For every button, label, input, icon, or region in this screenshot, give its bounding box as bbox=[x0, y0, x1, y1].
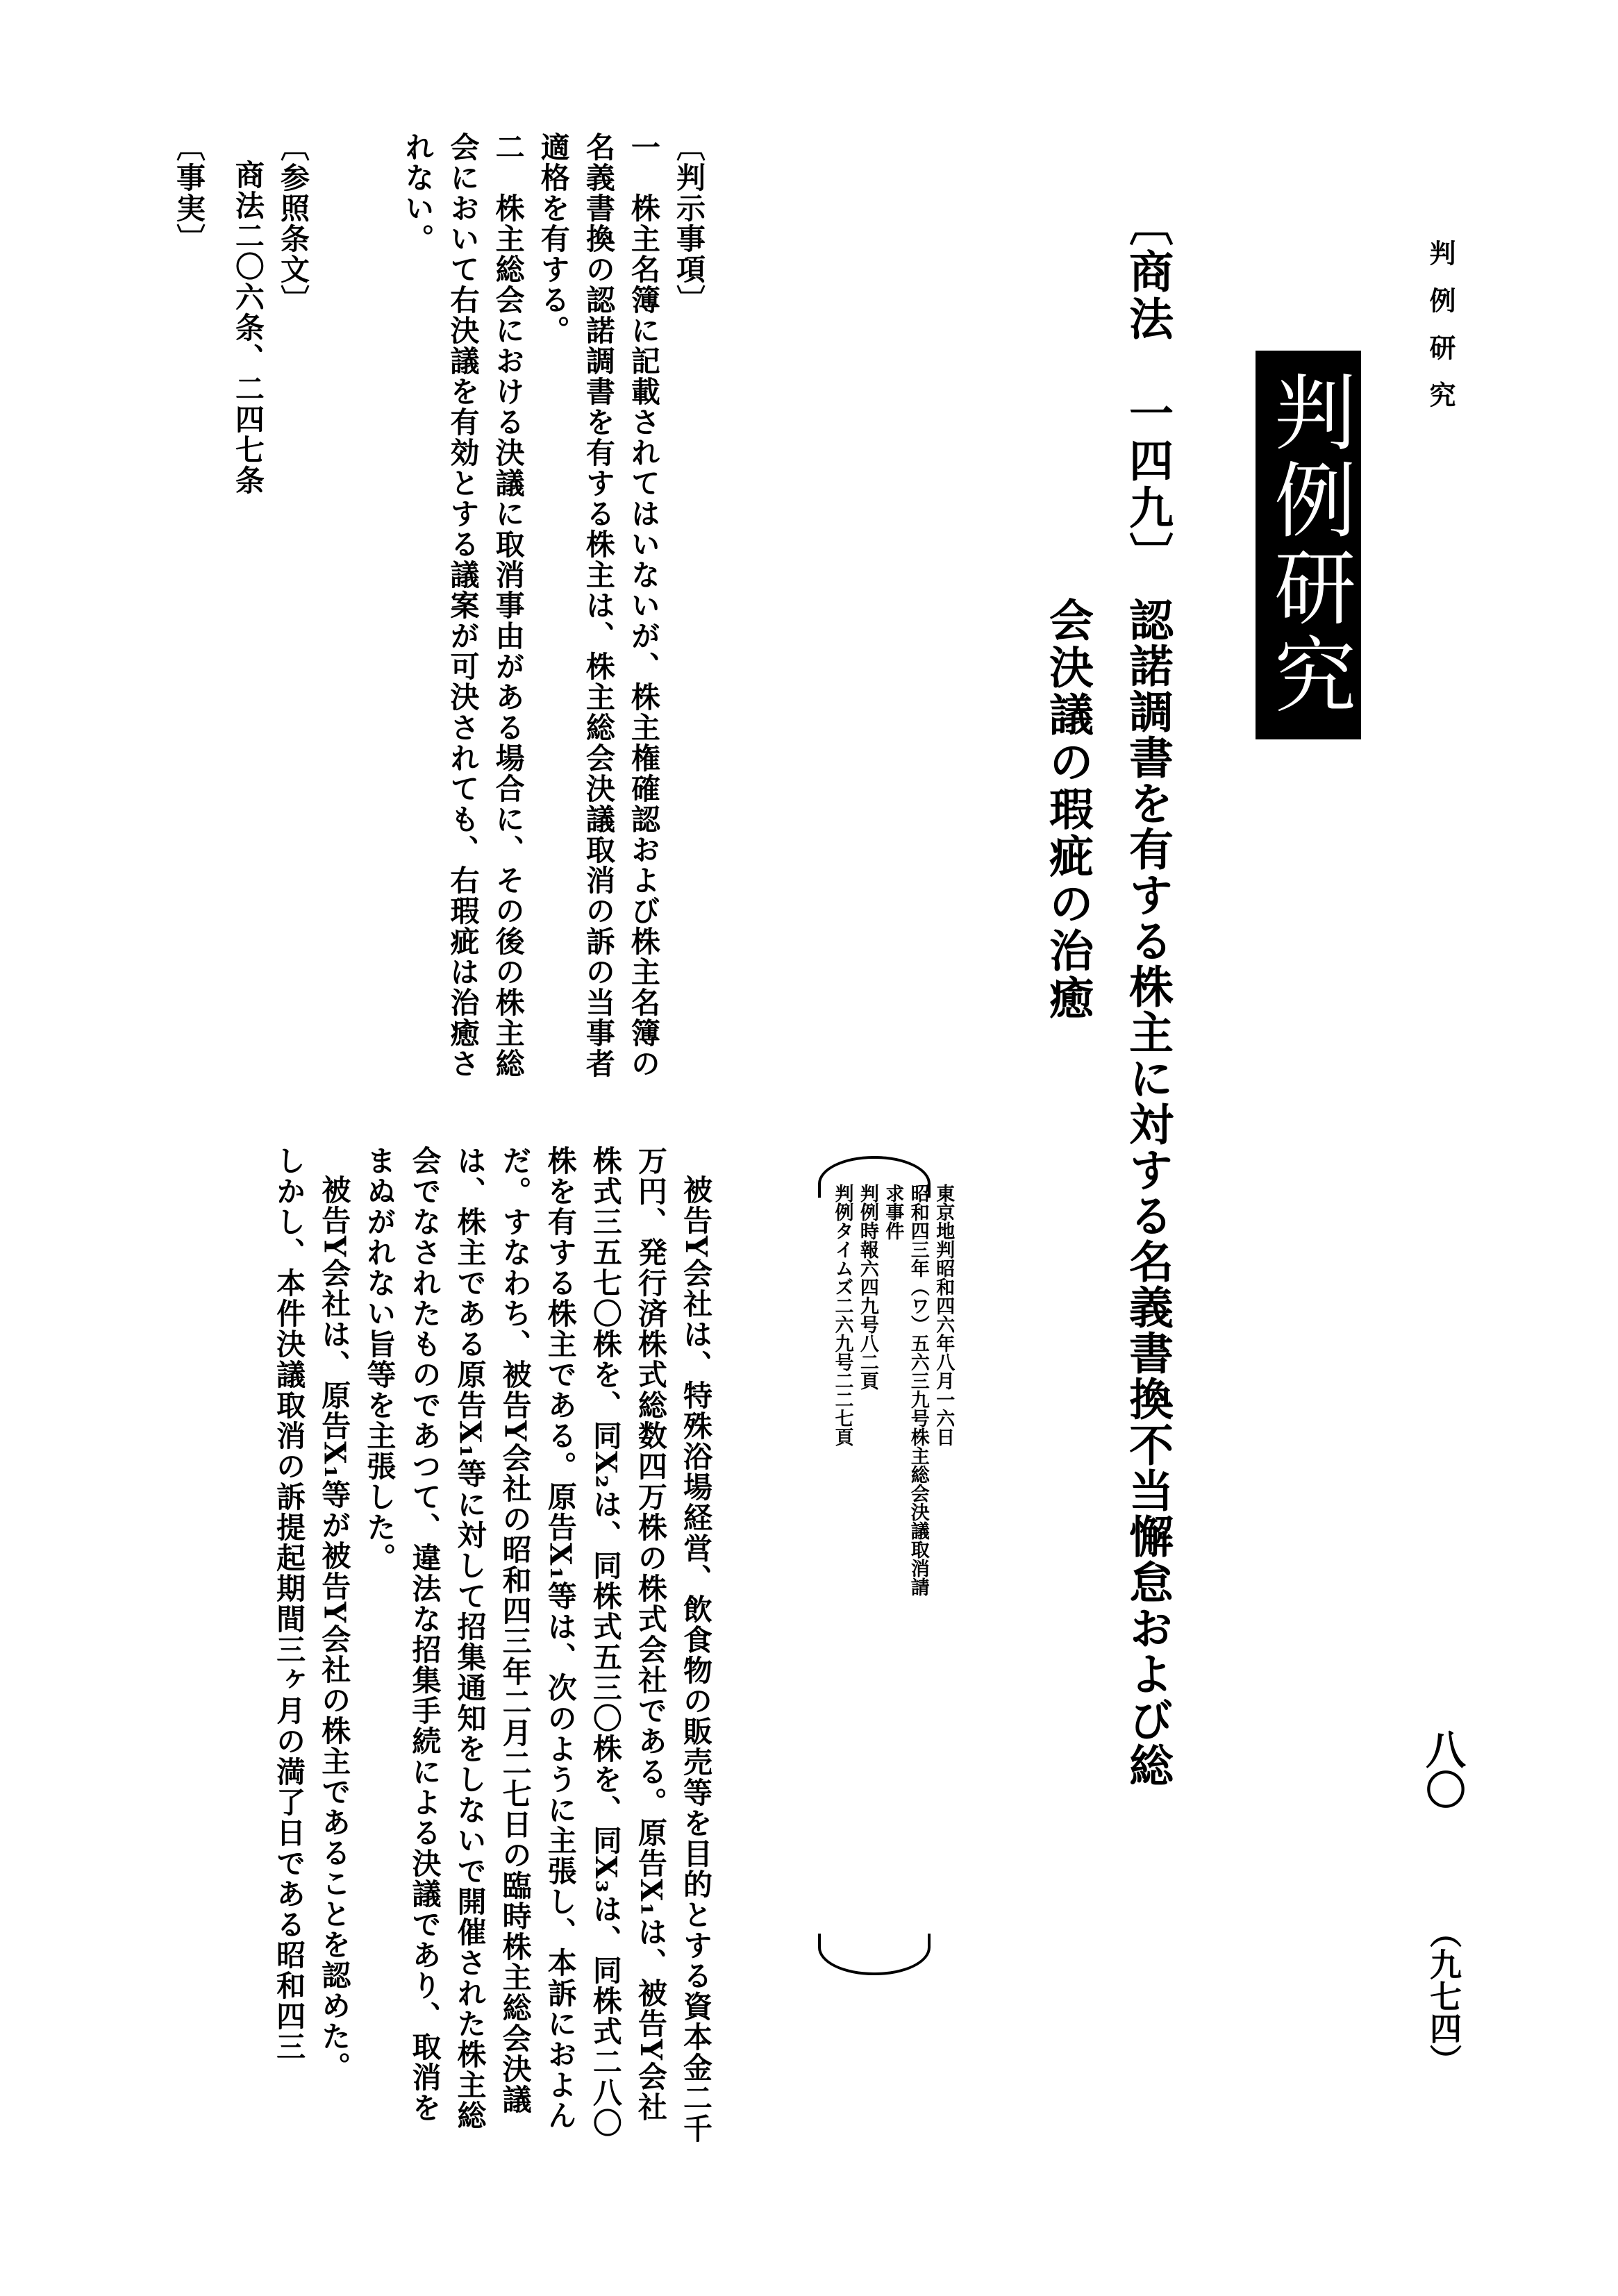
holding-item: 一 株主名簿に記載されてはいないが、株主権確認および株主名簿の名義書換の認諾調書を有する株主は、株主総会決議取消の訴の当事者適格を有する。 bbox=[536, 132, 661, 1079]
citation-line: 昭和四三年（ワ）五六三九号株主総会決議取消請 bbox=[907, 1184, 929, 1596]
citation-line: 東京地判昭和四六年八月一六日 bbox=[933, 1184, 955, 1446]
facts-paragraph: 被告Y会社は、原告X₁等が被告Y会社の株主であることを認めた。 bbox=[317, 1175, 352, 2082]
holding-heading: 〔判示事項〕 bbox=[672, 132, 706, 315]
section-banner bbox=[1256, 351, 1361, 739]
references-section bbox=[219, 132, 316, 1097]
facts-paragraph: 被告Y会社は、特殊浴場経営、飲食物の販売等を目的とする資本金二千万円、発行済株式総数四万株の株式会社である。原告X₁は、被告Y会社株式三五七〇株を、同X₂は、同株式五三〇株を、同X₃は、同株式二八〇株を有する株主である。原告X₁等は、次のように主張し、本訴におよんだ。すなわち、被告Y会社の昭和四三年二月二七日の臨時株主総会決議は、株主である原告X₁等に対して招集通知をしないで開催された株主総会でなされたものであつて、違法な招集手続による決議であり、取消をまぬがれない旨等を主張した。 bbox=[362, 1146, 713, 2144]
citation-line: 判例タイムズ二六九号二二七頁 bbox=[831, 1184, 853, 1446]
citation-text bbox=[829, 1184, 956, 1596]
facts-paragraph: しかし、本件決議取消の訴提起期間三ヶ月の満了日である昭和四三 bbox=[272, 1146, 307, 2062]
references-heading: 〔参照条文〕 bbox=[276, 132, 310, 315]
case-title-line2: 会決議の瑕疵の治癒 bbox=[1042, 597, 1093, 1022]
page-number: 八〇 bbox=[1419, 1729, 1466, 1809]
running-header: 判例研究 bbox=[1425, 240, 1456, 428]
citation-line: 求事件 bbox=[882, 1184, 904, 1240]
facts-body bbox=[156, 1146, 719, 2145]
page-number-sub: （九七四） bbox=[1425, 1916, 1462, 2076]
facts-heading: 〔事実〕 bbox=[172, 132, 206, 254]
facts-heading-column bbox=[156, 132, 212, 1097]
citation-bracket-bottom bbox=[818, 1934, 931, 1975]
holding-section bbox=[316, 132, 712, 1097]
banner-label: 判例研究 bbox=[1260, 370, 1356, 720]
case-title-line1: 認諾調書を有する株主に対する名義書換不当懈怠および総 bbox=[1121, 597, 1173, 1788]
case-label: 〔商法 一四九〕 bbox=[1121, 201, 1173, 579]
citation-box bbox=[818, 1156, 955, 1975]
citation-line: 判例時報六四九号八二頁 bbox=[856, 1184, 878, 1390]
holding-item: 二 株主総会における決議に取消事由がある場合に、その後の株主総会において右決議を有効とする議案が可決されても、右瑕疵は治癒されない。 bbox=[401, 132, 526, 1079]
references-text: 商法二〇六条、二四七条 bbox=[231, 160, 265, 496]
